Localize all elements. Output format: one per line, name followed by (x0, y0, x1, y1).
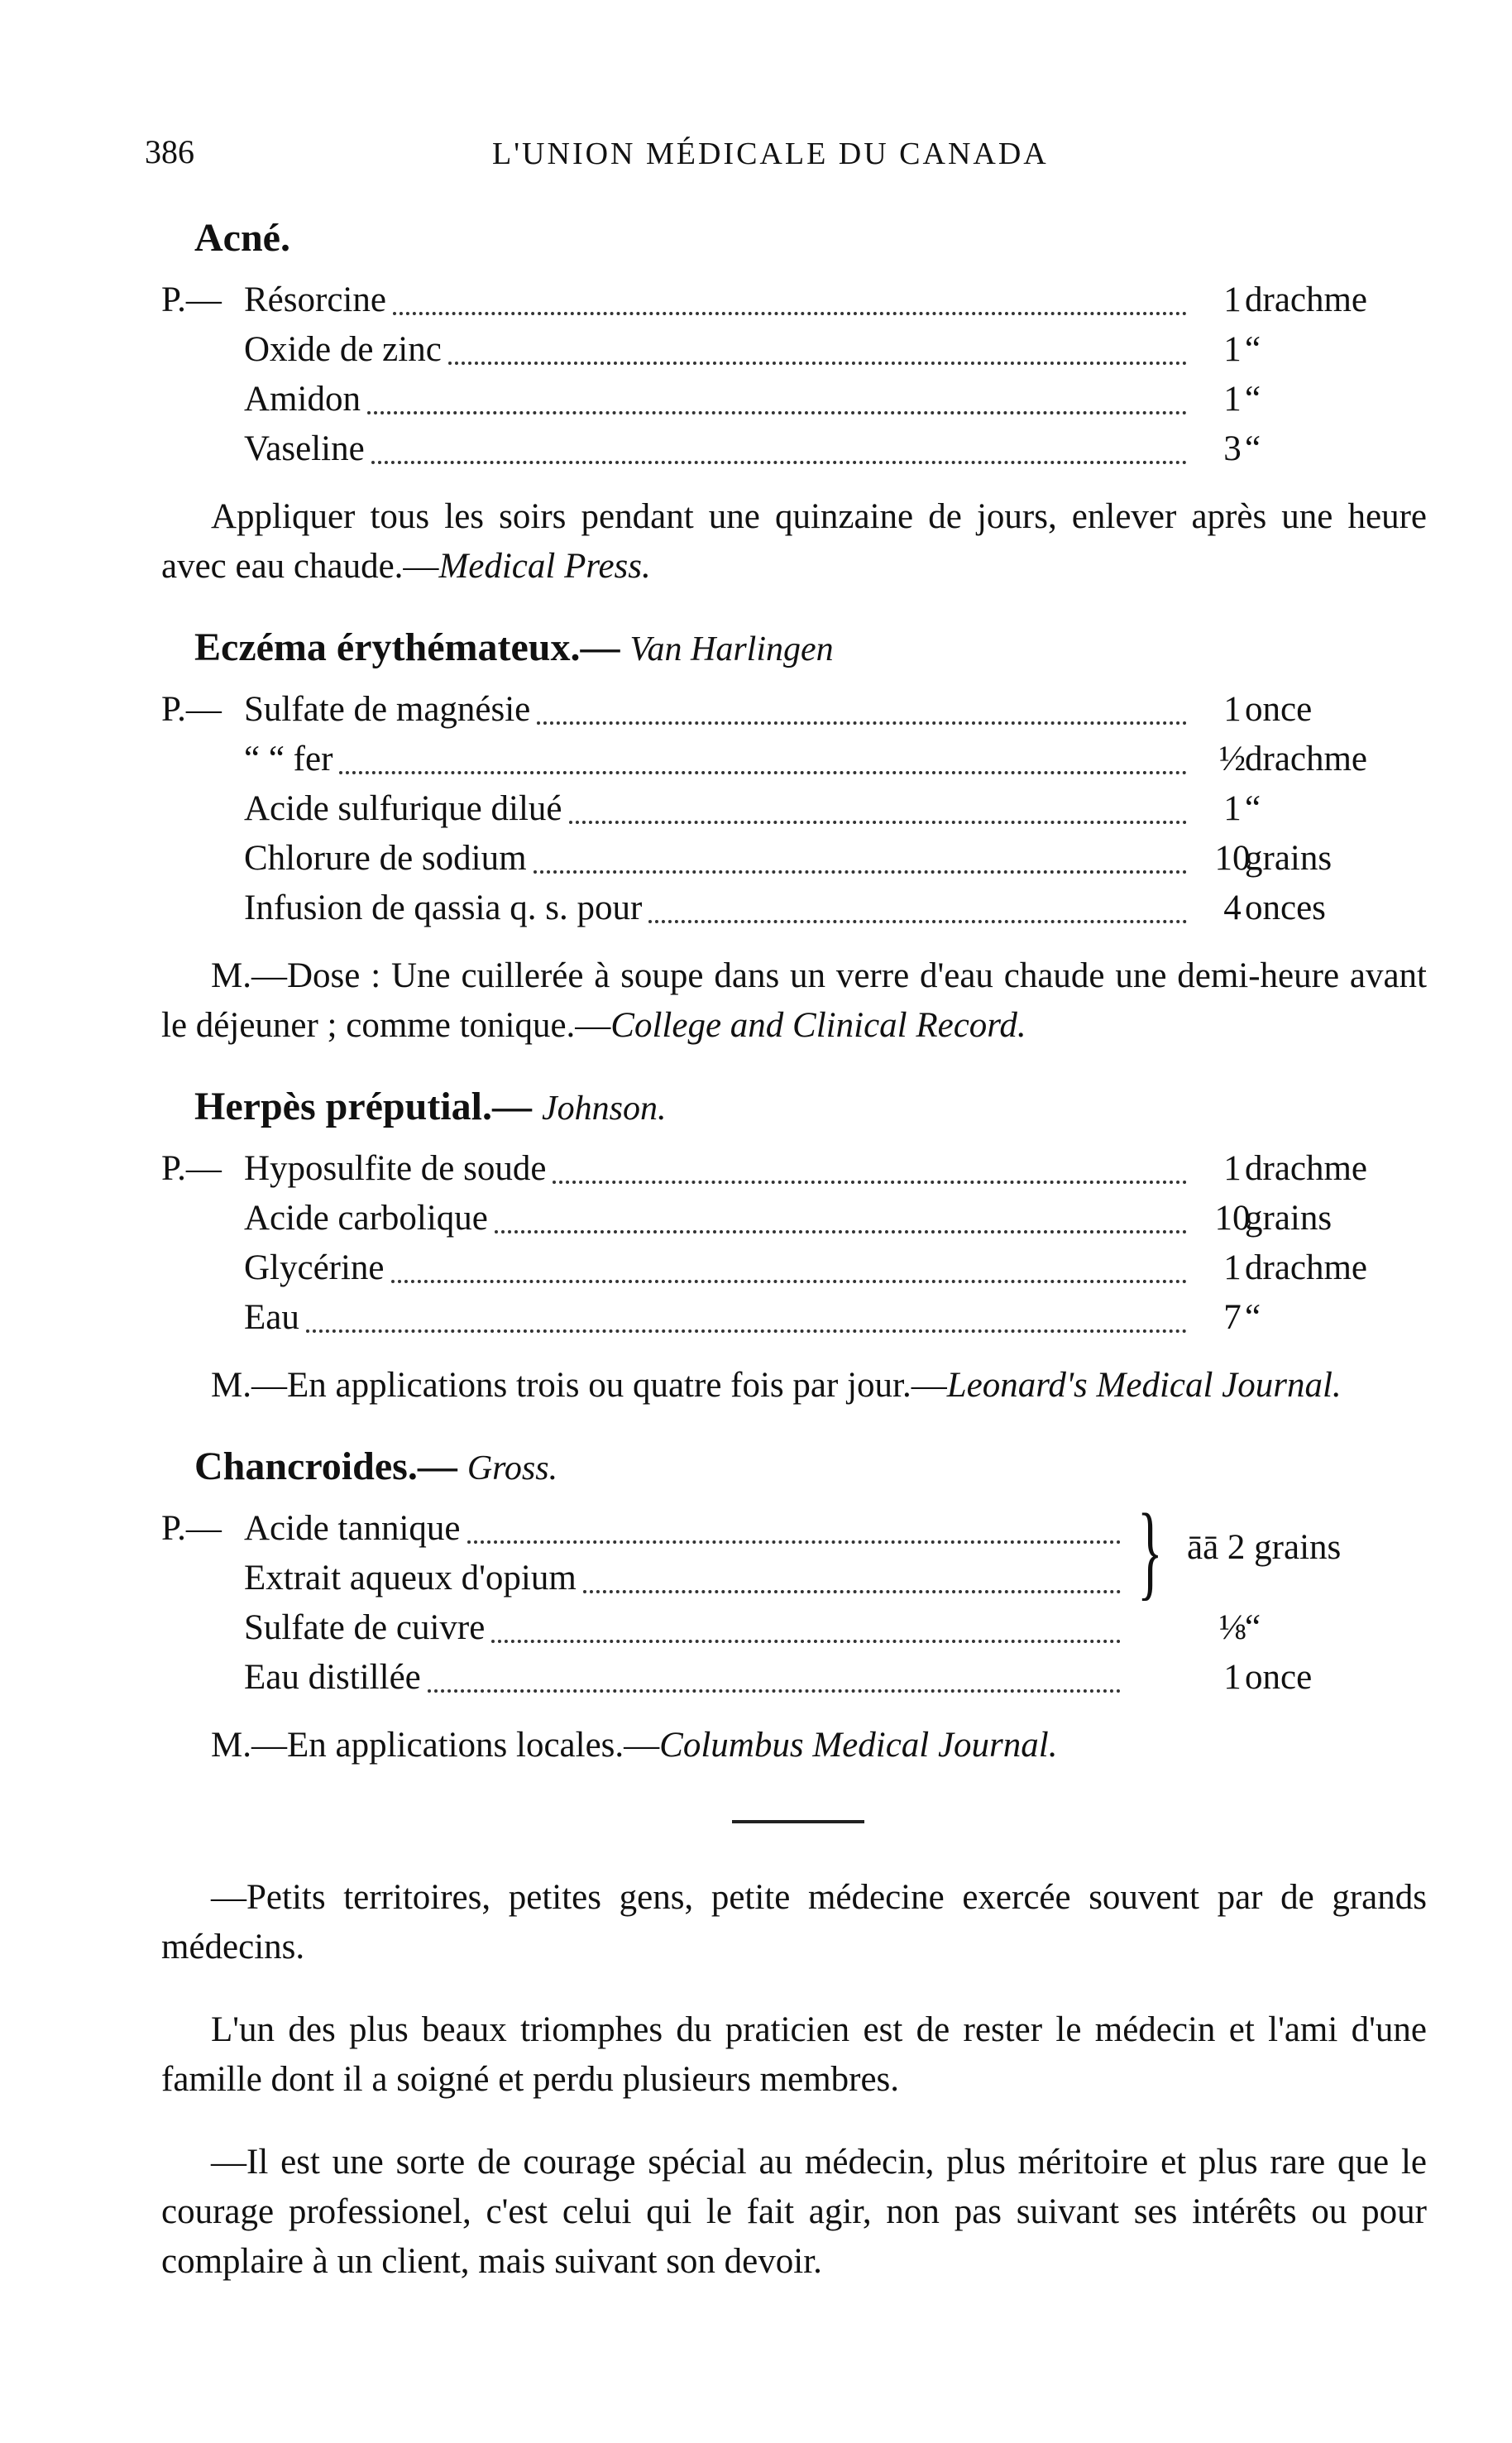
prescription-list (161, 1144, 1427, 1343)
prescription-row (161, 1243, 1427, 1293)
prescriptions (161, 215, 1427, 1411)
prescription-prefix: P.— (161, 1149, 222, 1188)
dot-leader (491, 1640, 1121, 1643)
ingredient-name: Hyposulfite de soude (244, 1149, 547, 1188)
section-title: Chancroides.— Gross. (194, 1444, 558, 1488)
ingredient-unit: drachme (1245, 280, 1368, 319)
prescription-section (161, 215, 1427, 592)
prescription-prefix: P.— (161, 690, 222, 729)
section-title: Eczéma érythémateux.— Van Harlingen (194, 625, 834, 669)
prescription-prefix: P.— (161, 1509, 222, 1548)
prescription-list (161, 1492, 1427, 1703)
ingredient-name: Acide carbolique (244, 1199, 488, 1238)
ingredient-name: Résorcine (244, 280, 386, 319)
prescription-row (161, 325, 1427, 375)
ingredient-name: Eau distillée (244, 1658, 421, 1697)
dot-leader (534, 870, 1187, 874)
running-head (145, 132, 1427, 182)
ingredient-unit: drachme (1245, 1248, 1368, 1287)
prescription-row (161, 1603, 1427, 1653)
journal-title: L'UNION MÉDICALE DU CANADA (492, 137, 1049, 171)
ingredient-name: Infusion de qassia q. s. pour (244, 889, 643, 927)
dot-leader (393, 312, 1187, 315)
section-title: Acné. (194, 216, 290, 260)
note-source: College and Clinical Record. (610, 1006, 1026, 1045)
dot-leader (448, 362, 1187, 365)
ingredient-unit: grains (1245, 839, 1333, 878)
ingredient-unit: “ (1245, 429, 1261, 468)
ingredient-quantity: 7 (1223, 1298, 1242, 1337)
dot-leader (553, 1181, 1187, 1184)
prescription-row (161, 685, 1427, 735)
paragraph: L'un des plus beaux triomphes du praticien est de rester le médecin et l'ami d'une famille dont il a soigné et perdu plusieurs membres. (161, 2010, 1427, 2099)
dot-leader (537, 721, 1187, 725)
ingredient-quantity: 1 (1223, 380, 1242, 419)
prescription-row (161, 1653, 1427, 1703)
ingredient-quantity: 1 (1223, 1149, 1242, 1188)
dot-leader (371, 461, 1187, 464)
ingredient-unit: grains (1245, 1199, 1333, 1238)
brace-label: āā 2 grains (1187, 1528, 1342, 1567)
prescription-row (161, 1554, 1427, 1603)
prescription-row (161, 1504, 1427, 1554)
dot-leader (339, 771, 1187, 774)
ingredient-name: “ “ fer (244, 740, 333, 778)
ingredient-quantity: 1 (1223, 1248, 1242, 1287)
prescription-note: M.—En applications locales.—Columbus Medical Journal. (211, 1726, 1058, 1765)
prescription-note: Appliquer tous les soirs pendant une quinzaine de jours, enlever après une heure avec eau chaude.—Medical Press. (161, 497, 1427, 586)
ingredient-name: Sulfate de cuivre (244, 1608, 486, 1647)
prescription-row (161, 834, 1427, 884)
section-author: Johnson. (541, 1090, 667, 1128)
section-author: Gross. (467, 1449, 558, 1487)
paragraph: —Il est une sorte de courage spécial au médecin, plus méritoire et plus rare que le courage professionel, c'est celui qui le fait agir, non pas suivant ses intérêts ou pour complaire à un client, mais suivant son devoir. (161, 2143, 1427, 2281)
prescription-list (161, 275, 1427, 474)
ingredient-name: Extrait aqueux d'opium (244, 1559, 577, 1598)
ingredient-quantity: 1 (1223, 789, 1242, 828)
prescription-section (161, 625, 1427, 1051)
ingredient-quantity: 10 (1214, 1199, 1251, 1238)
page-number: 386 (145, 133, 194, 170)
dot-leader (306, 1329, 1187, 1333)
section-title: Herpès préputial.— Johnson. (194, 1085, 667, 1128)
ingredient-quantity: 1 (1223, 330, 1242, 369)
ingredient-unit: “ (1245, 1298, 1261, 1337)
ingredient-quantity: ½ (1218, 740, 1246, 778)
ingredient-name: Eau (244, 1298, 299, 1337)
ingredient-name: Glycérine (244, 1248, 385, 1287)
ingredient-quantity: 4 (1223, 889, 1242, 927)
prescription-row (161, 275, 1427, 325)
prescription-prefix: P.— (161, 280, 222, 319)
ingredient-unit: once (1245, 690, 1313, 729)
dot-leader (467, 1540, 1121, 1544)
page (145, 132, 1427, 2320)
ingredient-unit: once (1245, 1658, 1313, 1697)
dot-leader (428, 1689, 1121, 1693)
ingredient-unit: drachme (1245, 1149, 1368, 1188)
dot-leader (569, 821, 1187, 824)
prescription-note: M.—En applications trois ou quatre fois par jour.—Leonard's Medical Journal. (211, 1366, 1342, 1405)
ingredient-name: Oxide de zinc (244, 330, 442, 369)
dot-leader (648, 920, 1187, 923)
ingredient-unit: “ (1245, 330, 1261, 369)
prescription-row (161, 1194, 1427, 1243)
ingredient-unit: “ (1245, 1608, 1261, 1647)
ingredient-quantity: 10 (1214, 839, 1251, 878)
ingredient-unit: “ (1245, 789, 1261, 828)
ingredient-unit: “ (1245, 380, 1261, 419)
prescription-row (161, 784, 1427, 834)
section-author: Van Harlingen (629, 630, 834, 668)
ingredient-quantity: 1 (1223, 690, 1242, 729)
divider (732, 1820, 864, 1823)
ingredient-quantity: 3 (1223, 429, 1242, 468)
ingredient-name: Acide sulfurique dilué (244, 789, 562, 828)
note-source: Columbus Medical Journal. (659, 1726, 1058, 1765)
brace: } (1137, 1492, 1163, 1610)
prescription-row (161, 1293, 1427, 1343)
paragraph: —Petits territoires, petites gens, petite médecine exercée souvent par de grands médecins. (161, 1878, 1427, 1966)
prescription-row (161, 375, 1427, 424)
section-chancroides (161, 1444, 1427, 1770)
ingredient-name: Chlorure de sodium (244, 839, 527, 878)
prescription-note: M.—Dose : Une cuillerée à soupe dans un verre d'eau chaude une demi-heure avant le déjeuner ; comme tonique.—College and Clinical Record. (161, 956, 1427, 1045)
dot-leader (583, 1590, 1121, 1593)
ingredient-name: Acide tannique (244, 1509, 461, 1548)
prescription-row (161, 1144, 1427, 1194)
ingredient-quantity: ⅛ (1218, 1608, 1246, 1647)
prescription-section (161, 1084, 1427, 1411)
ingredient-quantity: 1 (1223, 1658, 1242, 1697)
ingredient-unit: drachme (1245, 740, 1368, 778)
prescription-row (161, 884, 1427, 933)
prescription-row (161, 424, 1427, 474)
note-source: Leonard's Medical Journal. (946, 1366, 1342, 1405)
note-source: Medical Press. (438, 547, 651, 586)
prescription-row (161, 735, 1427, 784)
ingredient-name: Amidon (244, 380, 361, 419)
ingredient-unit: onces (1245, 889, 1326, 927)
prescription-list (161, 685, 1427, 933)
ingredient-quantity: 1 (1223, 280, 1242, 319)
dot-leader (367, 411, 1187, 414)
dot-leader (495, 1230, 1187, 1233)
ingredient-name: Vaseline (244, 429, 365, 468)
ingredient-name: Sulfate de magnésie (244, 690, 531, 729)
dot-leader (391, 1280, 1187, 1283)
